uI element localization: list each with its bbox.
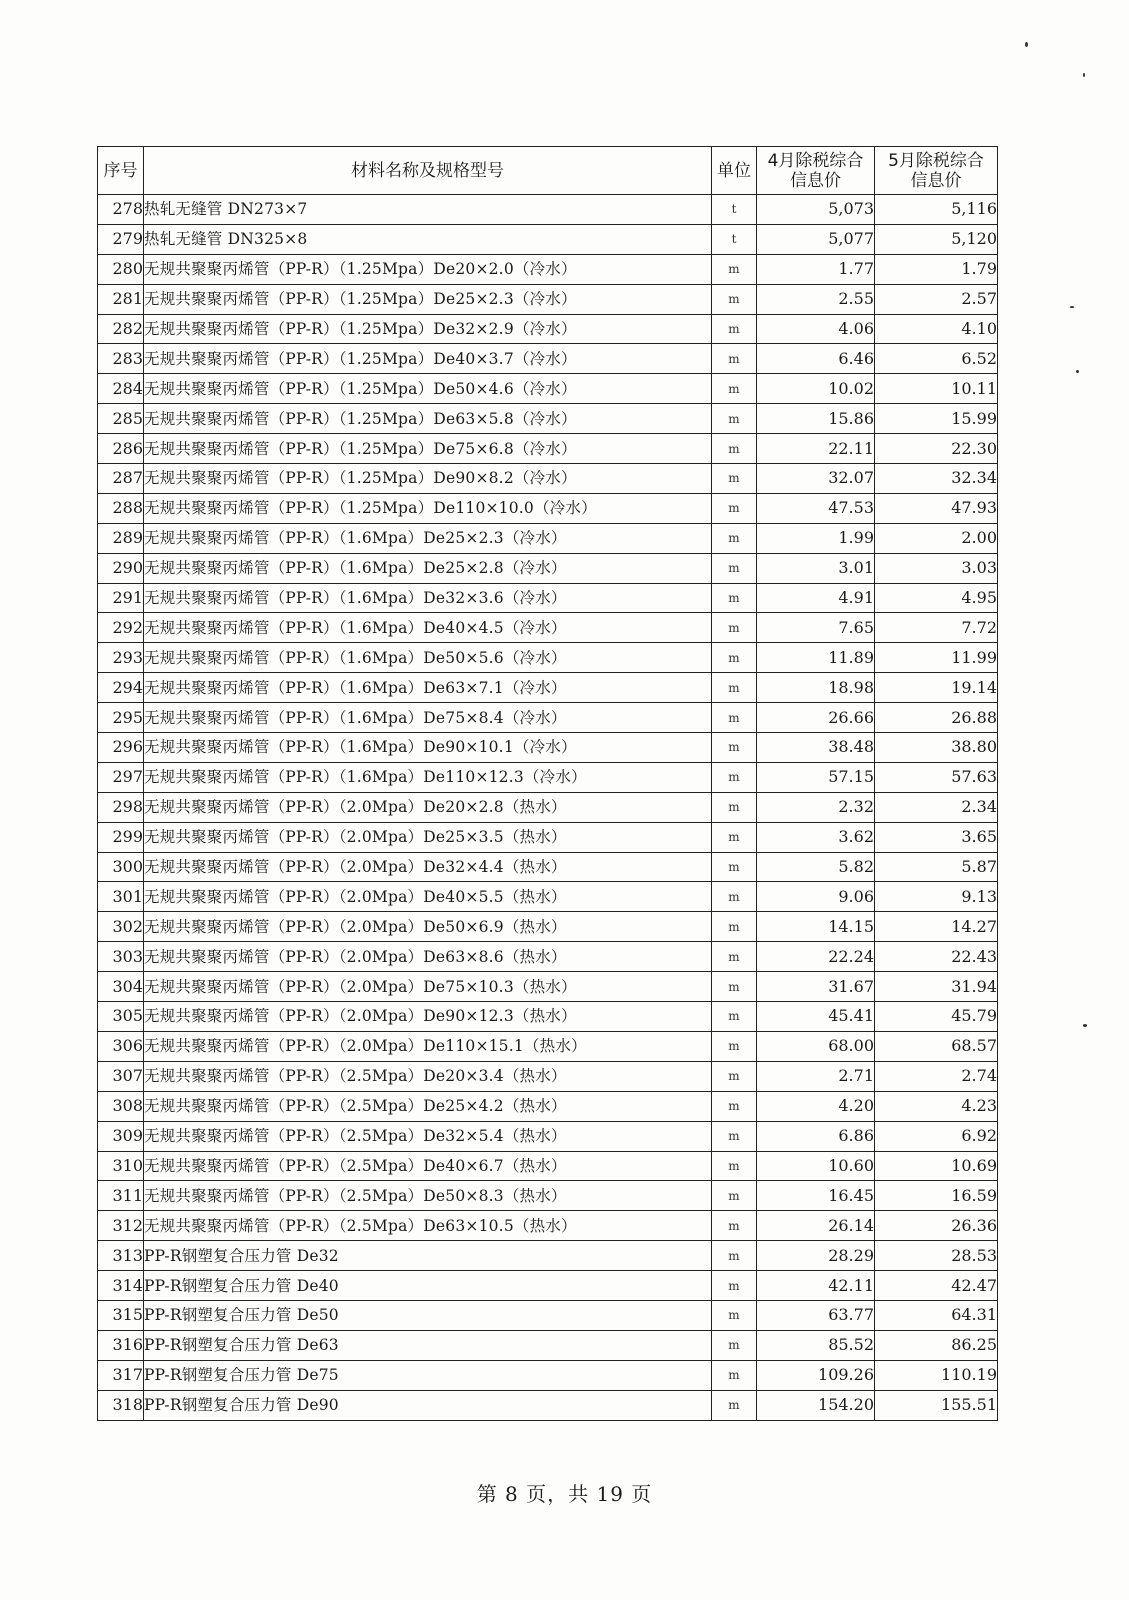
row-number-cell: 302 (98, 912, 144, 942)
table-row (98, 344, 998, 374)
table-row (98, 1390, 998, 1420)
unit-cell: m (712, 882, 757, 912)
header-name: 材料名称及规格型号 (144, 147, 712, 195)
april-price-cell: 42.11 (757, 1271, 875, 1301)
unit-cell: m (712, 1241, 757, 1271)
row-number-cell: 289 (98, 523, 144, 553)
april-price-cell: 7.65 (757, 613, 875, 643)
material-name-cell: 无规共聚聚丙烯管（PP-R）（1.6Mpa）De25×2.8（冷水） (144, 553, 712, 583)
may-price-cell: 26.88 (875, 703, 998, 733)
unit-cell: m (712, 1181, 757, 1211)
material-name-cell: 无规共聚聚丙烯管（PP-R）（2.0Mpa）De32×4.4（热水） (144, 852, 712, 882)
scan-speck (1025, 42, 1028, 47)
row-number-cell: 295 (98, 703, 144, 733)
unit-cell: m (712, 284, 757, 314)
may-price-cell: 28.53 (875, 1241, 998, 1271)
table-row (98, 1330, 998, 1360)
april-price-cell: 45.41 (757, 1002, 875, 1032)
row-number-cell: 278 (98, 195, 144, 225)
april-price-cell: 2.55 (757, 284, 875, 314)
may-price-cell: 5.87 (875, 852, 998, 882)
april-price-cell: 28.29 (757, 1241, 875, 1271)
unit-cell: m (712, 1360, 757, 1390)
unit-cell: m (712, 1061, 757, 1091)
table-row (98, 1271, 998, 1301)
april-price-cell: 3.62 (757, 822, 875, 852)
may-price-cell: 15.99 (875, 404, 998, 434)
may-price-cell: 2.00 (875, 523, 998, 553)
april-price-cell: 47.53 (757, 493, 875, 523)
material-name-cell: 无规共聚聚丙烯管（PP-R）（1.6Mpa）De75×8.4（冷水） (144, 703, 712, 733)
april-price-cell: 5,073 (757, 195, 875, 225)
april-price-cell: 31.67 (757, 972, 875, 1002)
row-number-cell: 316 (98, 1330, 144, 1360)
unit-cell: m (712, 434, 757, 464)
header-unit: 单位 (712, 147, 757, 195)
scan-speck (1070, 306, 1074, 308)
april-price-cell: 2.71 (757, 1061, 875, 1091)
unit-cell: m (712, 733, 757, 763)
price-table (97, 146, 998, 1421)
header-april-price (757, 147, 875, 195)
april-price-cell: 11.89 (757, 643, 875, 673)
row-number-cell: 284 (98, 374, 144, 404)
table-row (98, 942, 998, 972)
april-price-cell: 14.15 (757, 912, 875, 942)
table-row (98, 1002, 998, 1032)
april-price-cell: 109.26 (757, 1360, 875, 1390)
material-name-cell: 无规共聚聚丙烯管（PP-R）（2.5Mpa）De50×8.3（热水） (144, 1181, 712, 1211)
april-price-cell: 154.20 (757, 1390, 875, 1420)
unit-cell: m (712, 972, 757, 1002)
table-row (98, 1360, 998, 1390)
unit-cell: m (712, 583, 757, 613)
header-no: 序号 (98, 147, 144, 195)
unit-cell: m (712, 314, 757, 344)
table-row (98, 464, 998, 494)
april-price-cell: 16.45 (757, 1181, 875, 1211)
may-price-cell: 9.13 (875, 882, 998, 912)
header-row (98, 147, 998, 195)
unit-cell: m (712, 673, 757, 703)
april-price-cell: 4.20 (757, 1091, 875, 1121)
table-row (98, 553, 998, 583)
table-row (98, 912, 998, 942)
may-price-cell: 5,120 (875, 224, 998, 254)
row-number-cell: 279 (98, 224, 144, 254)
april-price-cell: 57.15 (757, 762, 875, 792)
row-number-cell: 301 (98, 882, 144, 912)
unit-cell: m (712, 1121, 757, 1151)
table-row (98, 314, 998, 344)
row-number-cell: 293 (98, 643, 144, 673)
row-number-cell: 287 (98, 464, 144, 494)
table-row (98, 1121, 998, 1151)
scan-speck (1076, 370, 1079, 373)
may-price-cell: 3.03 (875, 553, 998, 583)
table-row (98, 1241, 998, 1271)
material-name-cell: 无规共聚聚丙烯管（PP-R）（2.5Mpa）De32×5.4（热水） (144, 1121, 712, 1151)
material-name-cell: PP-R钢塑复合压力管 De63 (144, 1330, 712, 1360)
may-price-cell: 38.80 (875, 733, 998, 763)
unit-cell: m (712, 643, 757, 673)
row-number-cell: 303 (98, 942, 144, 972)
table-row (98, 1031, 998, 1061)
may-price-cell: 42.47 (875, 1271, 998, 1301)
scan-speck (1083, 1024, 1087, 1027)
unit-cell: m (712, 404, 757, 434)
table-row (98, 792, 998, 822)
may-price-cell: 2.57 (875, 284, 998, 314)
row-number-cell: 307 (98, 1061, 144, 1091)
material-name-cell: 无规共聚聚丙烯管（PP-R）（2.0Mpa）De63×8.6（热水） (144, 942, 712, 972)
scan-speck (1083, 73, 1085, 77)
row-number-cell: 291 (98, 583, 144, 613)
header-may-line2: 信息价 (910, 170, 962, 191)
unit-cell: m (712, 1390, 757, 1420)
may-price-cell: 31.94 (875, 972, 998, 1002)
material-name-cell: 无规共聚聚丙烯管（PP-R）（1.25Mpa）De110×10.0（冷水） (144, 493, 712, 523)
unit-cell: m (712, 1300, 757, 1330)
row-number-cell: 285 (98, 404, 144, 434)
row-number-cell: 294 (98, 673, 144, 703)
material-name-cell: PP-R钢塑复合压力管 De90 (144, 1390, 712, 1420)
table-row (98, 972, 998, 1002)
unit-cell: m (712, 912, 757, 942)
april-price-cell: 1.77 (757, 254, 875, 284)
material-name-cell: 无规共聚聚丙烯管（PP-R）（2.0Mpa）De50×6.9（热水） (144, 912, 712, 942)
unit-cell: m (712, 852, 757, 882)
table-row (98, 1061, 998, 1091)
material-name-cell: 无规共聚聚丙烯管（PP-R）（1.25Mpa）De50×4.6（冷水） (144, 374, 712, 404)
april-price-cell: 6.86 (757, 1121, 875, 1151)
may-price-cell: 32.34 (875, 464, 998, 494)
may-price-cell: 68.57 (875, 1031, 998, 1061)
material-name-cell: 无规共聚聚丙烯管（PP-R）（1.25Mpa）De25×2.3（冷水） (144, 284, 712, 314)
material-name-cell: PP-R钢塑复合压力管 De50 (144, 1300, 712, 1330)
unit-cell: m (712, 1091, 757, 1121)
unit-cell: m (712, 254, 757, 284)
material-name-cell: 无规共聚聚丙烯管（PP-R）（1.6Mpa）De32×3.6（冷水） (144, 583, 712, 613)
material-name-cell: 无规共聚聚丙烯管（PP-R）（2.5Mpa）De25×4.2（热水） (144, 1091, 712, 1121)
may-price-cell: 57.63 (875, 762, 998, 792)
april-price-cell: 9.06 (757, 882, 875, 912)
row-number-cell: 312 (98, 1211, 144, 1241)
material-name-cell: 无规共聚聚丙烯管（PP-R）（1.25Mpa）De75×6.8（冷水） (144, 434, 712, 464)
row-number-cell: 308 (98, 1091, 144, 1121)
material-name-cell: 无规共聚聚丙烯管（PP-R）（2.0Mpa）De40×5.5（热水） (144, 882, 712, 912)
april-price-cell: 26.14 (757, 1211, 875, 1241)
material-name-cell: 无规共聚聚丙烯管（PP-R）（2.5Mpa）De40×6.7（热水） (144, 1151, 712, 1181)
row-number-cell: 298 (98, 792, 144, 822)
april-price-cell: 68.00 (757, 1031, 875, 1061)
april-price-cell: 32.07 (757, 464, 875, 494)
material-name-cell: 无规共聚聚丙烯管（PP-R）（2.0Mpa）De75×10.3（热水） (144, 972, 712, 1002)
table-body (98, 195, 998, 1421)
row-number-cell: 286 (98, 434, 144, 464)
table-row (98, 822, 998, 852)
may-price-cell: 4.23 (875, 1091, 998, 1121)
april-price-cell: 63.77 (757, 1300, 875, 1330)
unit-cell: m (712, 523, 757, 553)
table-row (98, 284, 998, 314)
row-number-cell: 297 (98, 762, 144, 792)
april-price-cell: 3.01 (757, 553, 875, 583)
may-price-cell: 7.72 (875, 613, 998, 643)
may-price-cell: 4.95 (875, 583, 998, 613)
table-row (98, 733, 998, 763)
unit-cell: m (712, 942, 757, 972)
unit-cell: m (712, 493, 757, 523)
row-number-cell: 296 (98, 733, 144, 763)
unit-cell: m (712, 1211, 757, 1241)
may-price-cell: 1.79 (875, 254, 998, 284)
table-row (98, 1300, 998, 1330)
may-price-cell: 22.30 (875, 434, 998, 464)
table-row (98, 374, 998, 404)
may-price-cell: 22.43 (875, 942, 998, 972)
table-row (98, 882, 998, 912)
row-number-cell: 318 (98, 1390, 144, 1420)
header-april-line1: 4月除税综合 (767, 150, 864, 171)
row-number-cell: 315 (98, 1300, 144, 1330)
material-name-cell: 无规共聚聚丙烯管（PP-R）（1.25Mpa）De40×3.7（冷水） (144, 344, 712, 374)
row-number-cell: 281 (98, 284, 144, 314)
unit-cell: m (712, 374, 757, 404)
may-price-cell: 16.59 (875, 1181, 998, 1211)
header-may-price (875, 147, 998, 195)
may-price-cell: 2.74 (875, 1061, 998, 1091)
row-number-cell: 292 (98, 613, 144, 643)
row-number-cell: 310 (98, 1151, 144, 1181)
material-name-cell: PP-R钢塑复合压力管 De40 (144, 1271, 712, 1301)
row-number-cell: 311 (98, 1181, 144, 1211)
unit-cell: m (712, 464, 757, 494)
material-name-cell: 无规共聚聚丙烯管（PP-R）（1.25Mpa）De20×2.0（冷水） (144, 254, 712, 284)
april-price-cell: 10.02 (757, 374, 875, 404)
table-row (98, 673, 998, 703)
material-name-cell: 无规共聚聚丙烯管（PP-R）（2.0Mpa）De25×3.5（热水） (144, 822, 712, 852)
table-row (98, 434, 998, 464)
row-number-cell: 309 (98, 1121, 144, 1151)
april-price-cell: 10.60 (757, 1151, 875, 1181)
may-price-cell: 2.34 (875, 792, 998, 822)
april-price-cell: 15.86 (757, 404, 875, 434)
row-number-cell: 306 (98, 1031, 144, 1061)
row-number-cell: 288 (98, 493, 144, 523)
row-number-cell: 299 (98, 822, 144, 852)
april-price-cell: 5,077 (757, 224, 875, 254)
april-price-cell: 2.32 (757, 792, 875, 822)
unit-cell: m (712, 553, 757, 583)
table-row (98, 1151, 998, 1181)
may-price-cell: 5,116 (875, 195, 998, 225)
material-name-cell: 无规共聚聚丙烯管（PP-R）（1.6Mpa）De110×12.3（冷水） (144, 762, 712, 792)
row-number-cell: 280 (98, 254, 144, 284)
table-row (98, 224, 998, 254)
may-price-cell: 6.52 (875, 344, 998, 374)
unit-cell: m (712, 1031, 757, 1061)
row-number-cell: 314 (98, 1271, 144, 1301)
april-price-cell: 26.66 (757, 703, 875, 733)
row-number-cell: 282 (98, 314, 144, 344)
april-price-cell: 1.99 (757, 523, 875, 553)
material-name-cell: 无规共聚聚丙烯管（PP-R）（1.25Mpa）De32×2.9（冷水） (144, 314, 712, 344)
material-name-cell: 无规共聚聚丙烯管（PP-R）（1.6Mpa）De50×5.6（冷水） (144, 643, 712, 673)
material-name-cell: 热轧无缝管 DN273×7 (144, 195, 712, 225)
unit-cell: m (712, 762, 757, 792)
row-number-cell: 305 (98, 1002, 144, 1032)
material-name-cell: 热轧无缝管 DN325×8 (144, 224, 712, 254)
material-name-cell: 无规共聚聚丙烯管（PP-R）（1.6Mpa）De25×2.3（冷水） (144, 523, 712, 553)
april-price-cell: 38.48 (757, 733, 875, 763)
may-price-cell: 86.25 (875, 1330, 998, 1360)
unit-cell: m (712, 344, 757, 374)
unit-cell: m (712, 1271, 757, 1301)
table-row (98, 583, 998, 613)
material-name-cell: 无规共聚聚丙烯管（PP-R）（2.5Mpa）De20×3.4（热水） (144, 1061, 712, 1091)
row-number-cell: 317 (98, 1360, 144, 1390)
material-name-cell: PP-R钢塑复合压力管 De32 (144, 1241, 712, 1271)
material-name-cell: 无规共聚聚丙烯管（PP-R）（1.6Mpa）De40×4.5（冷水） (144, 613, 712, 643)
unit-cell: m (712, 1151, 757, 1181)
may-price-cell: 110.19 (875, 1360, 998, 1390)
material-name-cell: 无规共聚聚丙烯管（PP-R）（2.0Mpa）De20×2.8（热水） (144, 792, 712, 822)
material-name-cell: 无规共聚聚丙烯管（PP-R）（1.25Mpa）De63×5.8（冷水） (144, 404, 712, 434)
table-row (98, 1091, 998, 1121)
april-price-cell: 22.11 (757, 434, 875, 464)
may-price-cell: 64.31 (875, 1300, 998, 1330)
material-name-cell: 无规共聚聚丙烯管（PP-R）（1.25Mpa）De90×8.2（冷水） (144, 464, 712, 494)
table-row (98, 195, 998, 225)
unit-cell: m (712, 613, 757, 643)
table-row (98, 762, 998, 792)
april-price-cell: 5.82 (757, 852, 875, 882)
unit-cell: m (712, 822, 757, 852)
table-row (98, 1211, 998, 1241)
unit-cell: t (712, 224, 757, 254)
may-price-cell: 26.36 (875, 1211, 998, 1241)
may-price-cell: 45.79 (875, 1002, 998, 1032)
may-price-cell: 19.14 (875, 673, 998, 703)
material-name-cell: 无规共聚聚丙烯管（PP-R）（1.6Mpa）De90×10.1（冷水） (144, 733, 712, 763)
table-row (98, 643, 998, 673)
table-row (98, 493, 998, 523)
april-price-cell: 6.46 (757, 344, 875, 374)
may-price-cell: 10.11 (875, 374, 998, 404)
may-price-cell: 3.65 (875, 822, 998, 852)
april-price-cell: 4.91 (757, 583, 875, 613)
header-may-line1: 5月除税综合 (888, 150, 984, 171)
row-number-cell: 290 (98, 553, 144, 583)
row-number-cell: 304 (98, 972, 144, 1002)
table-row (98, 613, 998, 643)
may-price-cell: 11.99 (875, 643, 998, 673)
may-price-cell: 10.69 (875, 1151, 998, 1181)
table-row (98, 254, 998, 284)
may-price-cell: 4.10 (875, 314, 998, 344)
row-number-cell: 313 (98, 1241, 144, 1271)
row-number-cell: 300 (98, 852, 144, 882)
unit-cell: m (712, 703, 757, 733)
may-price-cell: 47.93 (875, 493, 998, 523)
may-price-cell: 6.92 (875, 1121, 998, 1151)
table-row (98, 404, 998, 434)
april-price-cell: 18.98 (757, 673, 875, 703)
unit-cell: t (712, 195, 757, 225)
april-price-cell: 22.24 (757, 942, 875, 972)
may-price-cell: 155.51 (875, 1390, 998, 1420)
april-price-cell: 4.06 (757, 314, 875, 344)
material-name-cell: 无规共聚聚丙烯管（PP-R）（1.6Mpa）De63×7.1（冷水） (144, 673, 712, 703)
material-name-cell: 无规共聚聚丙烯管（PP-R）（2.0Mpa）De110×15.1（热水） (144, 1031, 712, 1061)
table-row (98, 703, 998, 733)
table-row (98, 1181, 998, 1211)
table-row (98, 523, 998, 553)
row-number-cell: 283 (98, 344, 144, 374)
unit-cell: m (712, 1330, 757, 1360)
unit-cell: m (712, 792, 757, 822)
page-number: 第 8 页，共 19 页 (476, 1482, 653, 1506)
material-name-cell: 无规共聚聚丙烯管（PP-R）（2.5Mpa）De63×10.5（热水） (144, 1211, 712, 1241)
material-name-cell: PP-R钢塑复合压力管 De75 (144, 1360, 712, 1390)
header-april-line2: 信息价 (790, 170, 841, 191)
unit-cell: m (712, 1002, 757, 1032)
may-price-cell: 14.27 (875, 912, 998, 942)
april-price-cell: 85.52 (757, 1330, 875, 1360)
material-name-cell: 无规共聚聚丙烯管（PP-R）（2.0Mpa）De90×12.3（热水） (144, 1002, 712, 1032)
table-row (98, 852, 998, 882)
